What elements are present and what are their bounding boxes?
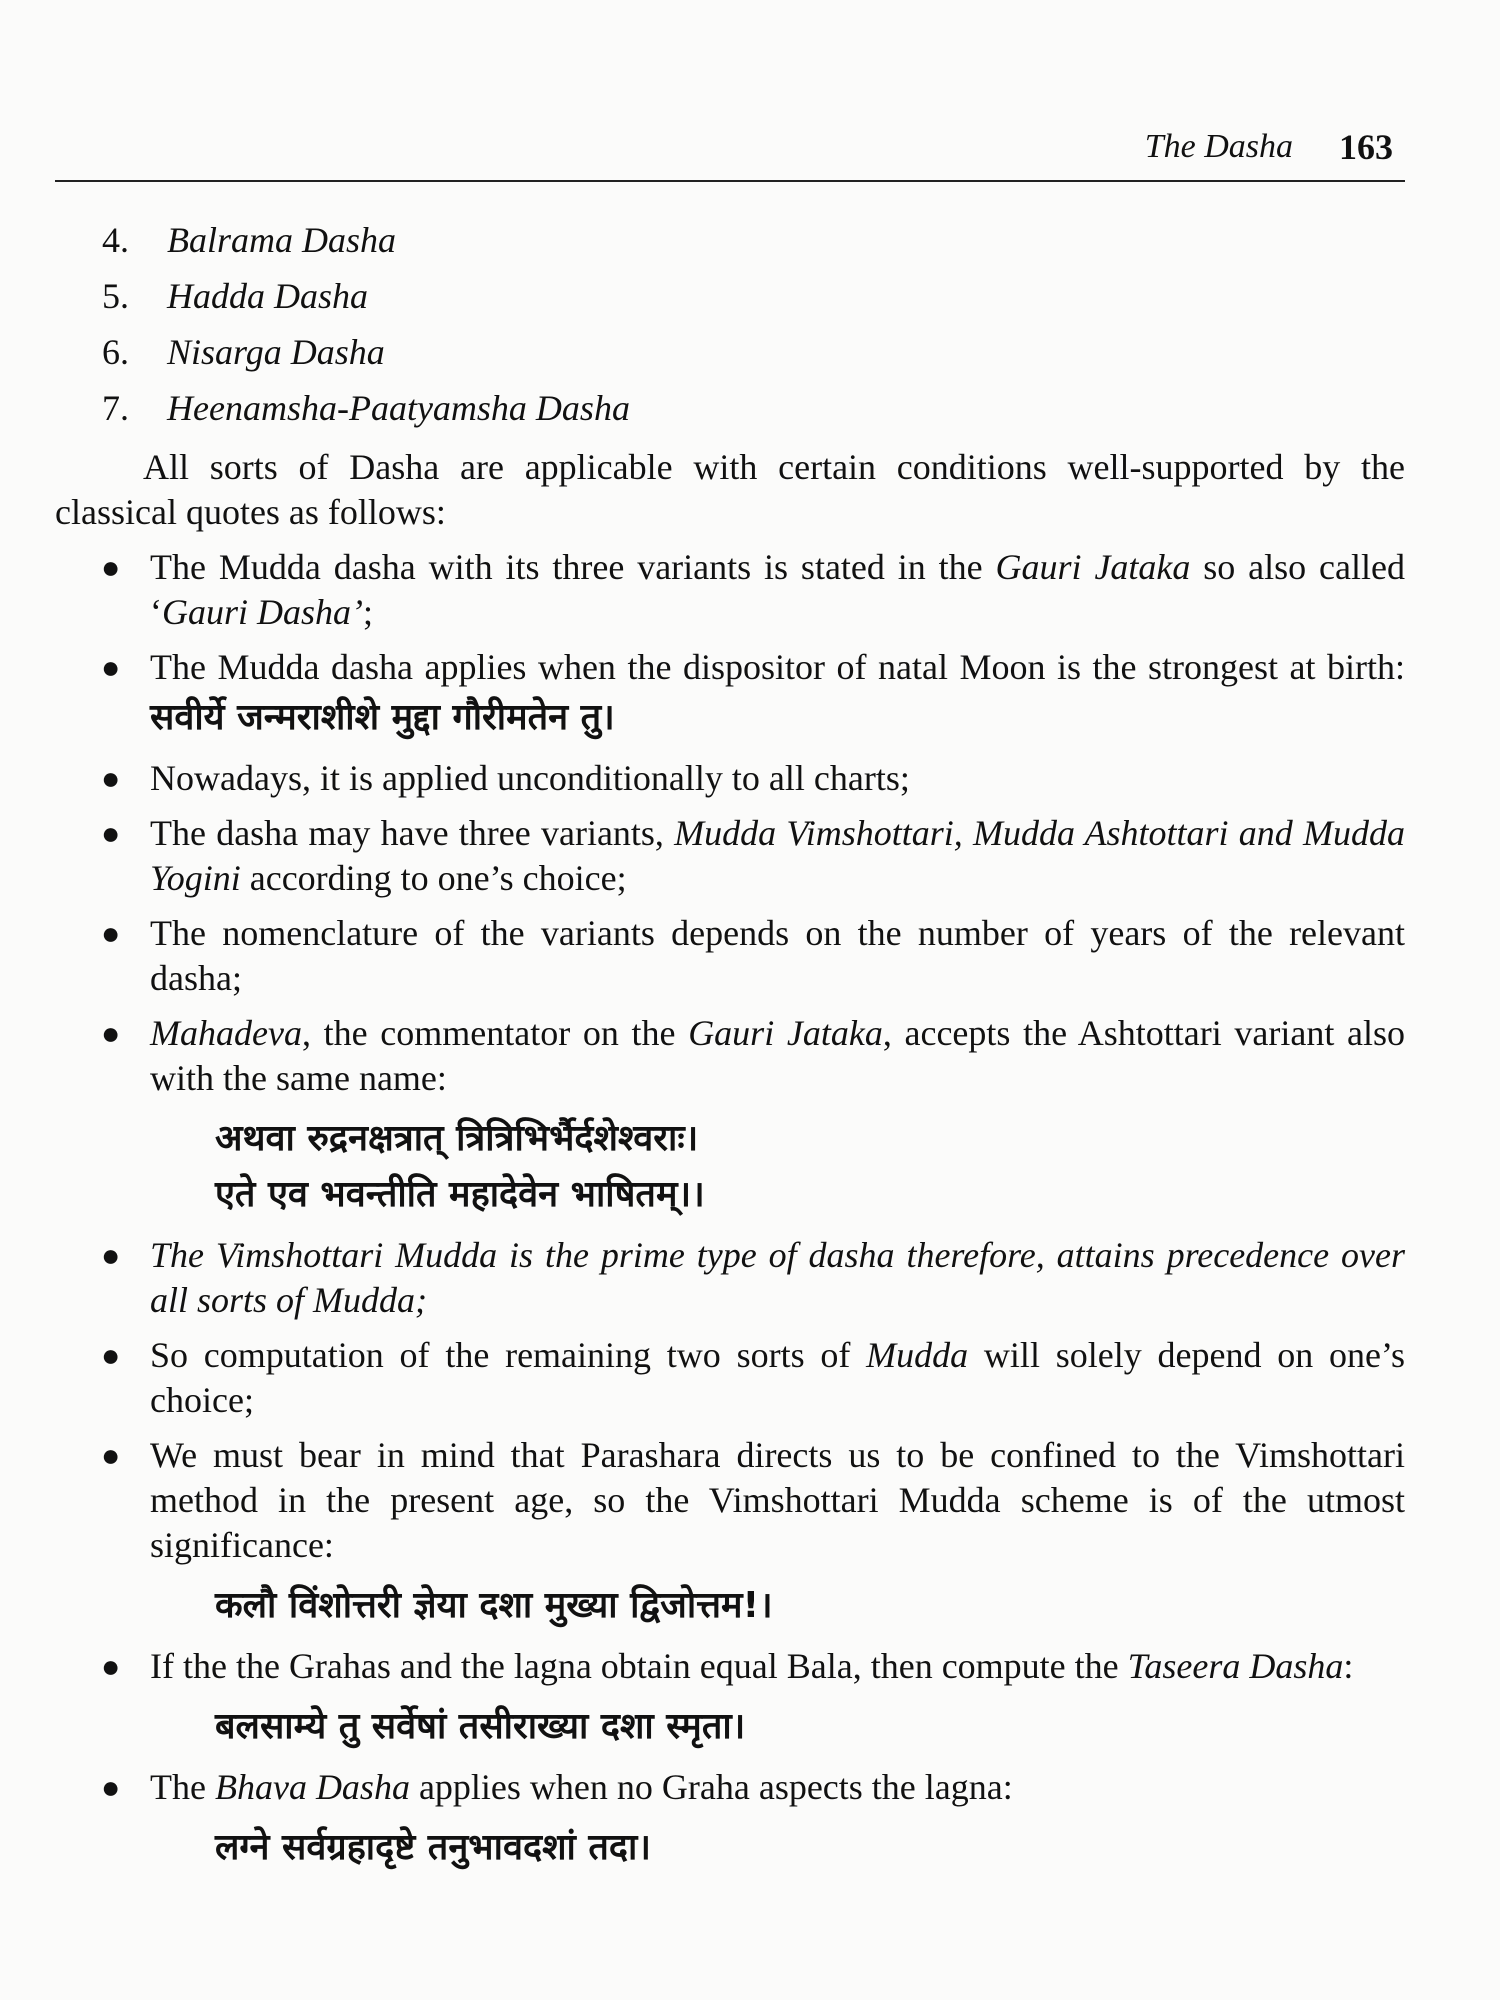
text-run: , accepts the Ashtottari variant also with the same name: — [150, 1013, 1406, 1098]
bullet-item — [55, 756, 1405, 801]
text-run: The nomenclature of the variants depends on the number of years of the relevant dasha; — [150, 913, 1405, 998]
bullet-item — [55, 1333, 1405, 1423]
text-run: ; — [363, 592, 374, 632]
text-run: Mudda — [866, 1335, 969, 1375]
text-run: The Vimshottari Mudda is the prime type of dasha therefore, attains precedence over all sorts of Mudda; — [150, 1235, 1405, 1320]
page-content — [55, 218, 1405, 1882]
text-run: If the the Grahas and the lagna obtain equal Bala, then compute the — [150, 1646, 1128, 1686]
text-run: The Mudda dasha applies when the dispositor of natal Moon is the strongest at birth: — [150, 647, 1405, 687]
bullet-icon: ● — [101, 760, 121, 796]
bullet-item — [55, 545, 1405, 635]
text-run: applies when no Graha aspects the lagna: — [409, 1767, 1013, 1807]
list-item — [55, 330, 1405, 386]
bullet-icon: ● — [101, 1337, 121, 1373]
list-number: 6. — [102, 332, 129, 372]
text-run: Gauri Jataka — [995, 547, 1191, 587]
sanskrit-line: एते एव भवन्तीति महादेवेन भाषितम्।। — [215, 1174, 705, 1215]
bullet-icon: ● — [101, 1015, 121, 1051]
bullet-item — [55, 1011, 1405, 1101]
sanskrit-verse — [55, 1111, 1405, 1223]
text-run: Mudda Vimshottari, Mudda Ashtottari and Mudda Yogini — [150, 813, 1405, 898]
list-text: Hadda Dasha — [167, 276, 369, 316]
text-run: , the commentator on the — [301, 1013, 689, 1053]
page-number: 163 — [1339, 127, 1393, 167]
sanskrit-line: अथवा रुद्रनक्षत्रात् त्रित्रिभिर्भैर्दशेश्वराः। — [215, 1118, 699, 1159]
header-title: The Dasha — [1144, 128, 1293, 165]
list-item — [55, 386, 1405, 442]
text-run: Gauri Jataka — [688, 1013, 883, 1053]
intro-paragraph: All sorts of Dasha are applicable with certain conditions well-supported by the classical quotes as follows: — [55, 447, 1405, 532]
bullet-icon: ● — [101, 1769, 121, 1805]
sanskrit-verse — [55, 1699, 1405, 1755]
bullet-item — [55, 811, 1405, 901]
text-run: Bhava Dasha — [214, 1767, 410, 1807]
sanskrit-verse — [55, 1820, 1405, 1876]
list-number: 5. — [102, 276, 129, 316]
text-run: : — [1343, 1646, 1354, 1686]
bullet-item — [55, 1644, 1405, 1689]
bullet-item — [55, 1765, 1405, 1810]
bullet-icon: ● — [101, 549, 121, 585]
text-run: according to one’s choice; — [240, 858, 627, 898]
bullet-icon: ● — [101, 1237, 121, 1273]
list-text: Nisarga Dasha — [167, 332, 385, 372]
sanskrit-line: बलसाम्ये तु सर्वेषां तसीराख्या दशा स्मृता। — [215, 1706, 746, 1747]
running-header — [55, 128, 1405, 182]
bullet-icon: ● — [101, 1437, 121, 1473]
bullet-item — [55, 911, 1405, 1001]
bullet-icon: ● — [101, 1648, 121, 1684]
text-run: will solely depend on one’s choice; — [150, 1335, 1405, 1420]
bullet-item — [55, 1233, 1405, 1323]
bullet-icon: ● — [101, 815, 121, 851]
bullet-icon: ● — [101, 649, 121, 685]
list-item — [55, 218, 1405, 274]
sanskrit-line: लग्ने सर्वग्रहादृष्टे तनुभावदशां तदा। — [215, 1827, 652, 1868]
list-text: Heenamsha-Paatyamsha Dasha — [167, 388, 630, 428]
text-run: So computation of the remaining two sorts of — [150, 1335, 867, 1375]
list-text: Balrama Dasha — [167, 220, 397, 260]
text-run: Mahadeva — [150, 1013, 302, 1053]
sanskrit-verse — [55, 1578, 1405, 1634]
text-run: Gauri Dasha’ — [162, 592, 364, 632]
text-run: We must bear in mind that Parashara directs us to be confined to the Vimshottari method in the present age, so the Vimshottari Mudda scheme is of the utmost significance: — [150, 1435, 1405, 1565]
text-run: so also called ‘ — [150, 547, 1405, 632]
text-run: The Mudda dasha with its three variants is stated in the — [150, 547, 996, 587]
sanskrit-line: कलौ विंशोत्तरी ज्ञेया दशा मुख्या द्विजोत्तम!। — [215, 1585, 773, 1626]
list-item — [55, 274, 1405, 330]
list-number: 4. — [102, 220, 129, 260]
text-run: Taseera Dasha — [1127, 1646, 1344, 1686]
bullet-item — [55, 1433, 1405, 1568]
sanskrit-quote: सवीर्ये जन्मराशीशे मुद्दा गौरीमतेन तु। — [150, 697, 615, 738]
bullet-item — [55, 645, 1405, 746]
bullet-icon: ● — [101, 915, 121, 951]
text-run: Nowadays, it is applied unconditionally to all charts; — [150, 758, 910, 798]
text-run: The dasha may have three variants, — [150, 813, 675, 853]
text-run: The — [150, 1767, 215, 1807]
list-number: 7. — [102, 388, 129, 428]
